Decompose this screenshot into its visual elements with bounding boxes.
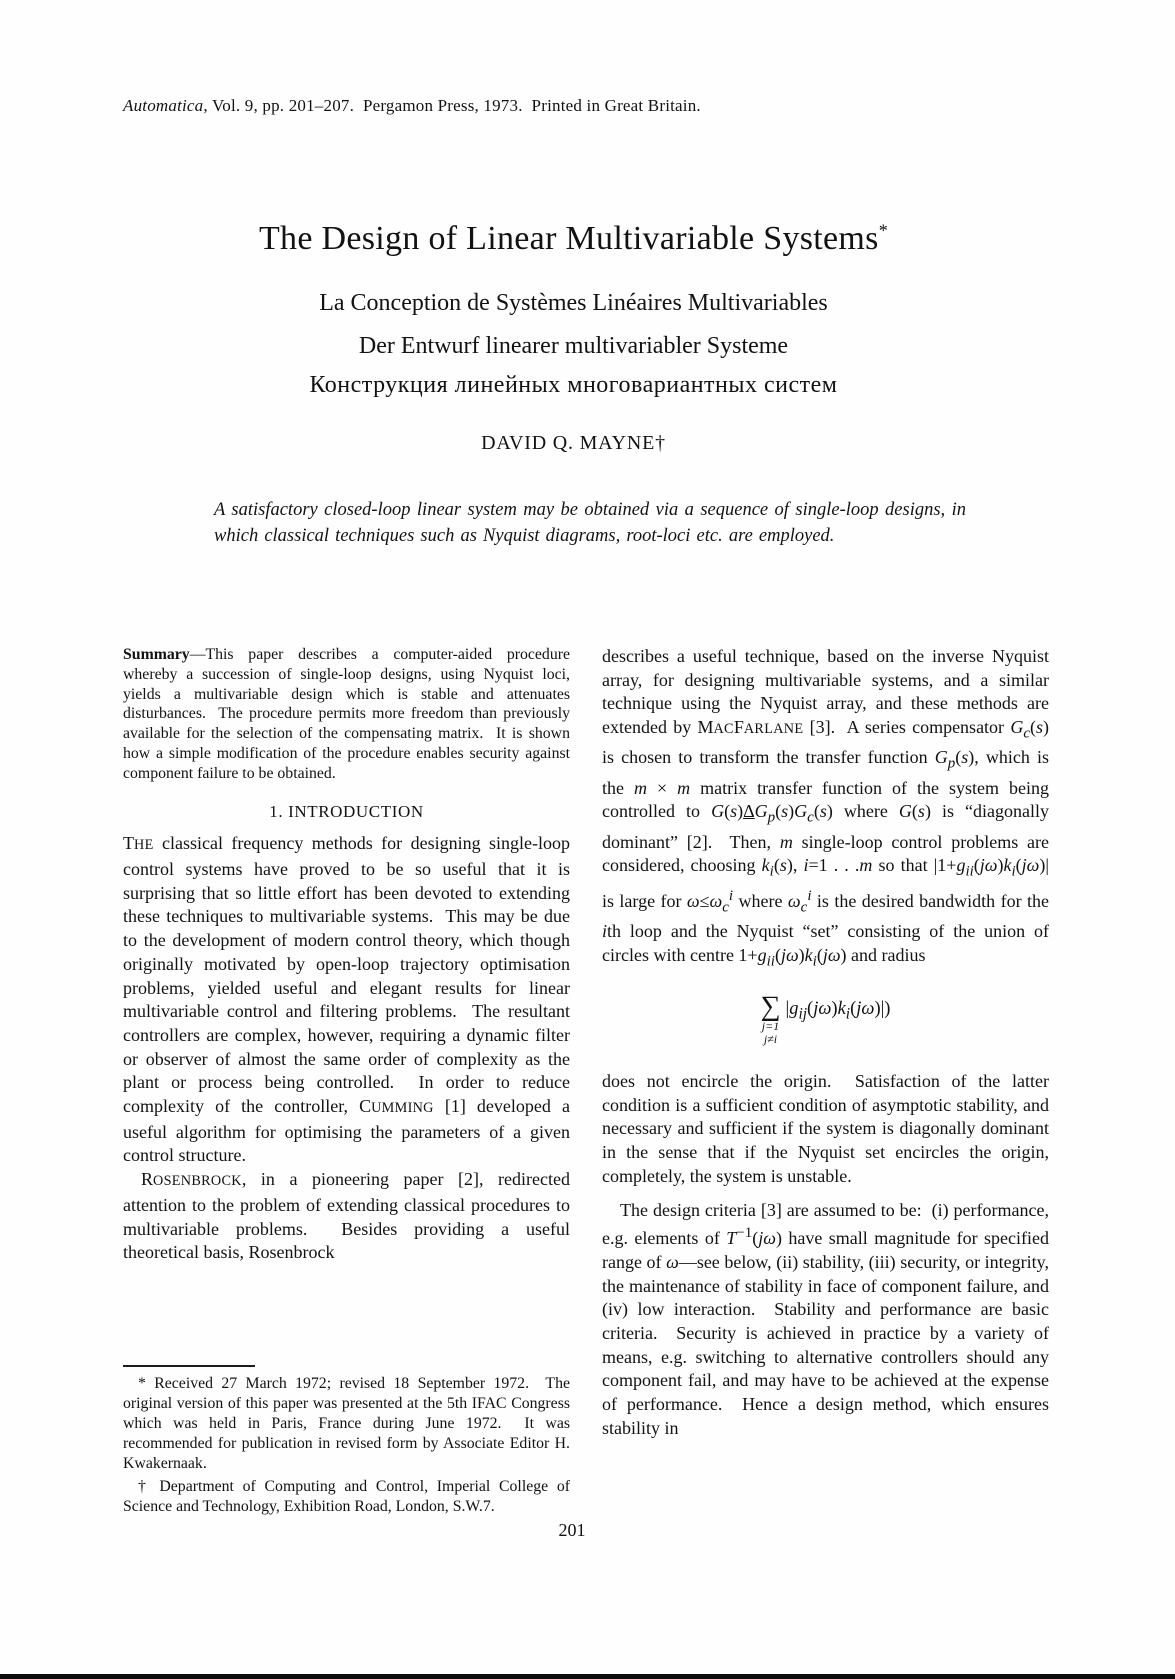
- abstract-text: A satisfactory closed-loop linear system may be obtained via a sequence of single-loop designs, in which classical techniques such as Nyquist diagrams, root-loci etc. are employed.: [214, 500, 966, 546]
- left-column: [123, 645, 570, 1523]
- subtitle-german: Der Entwurf linearer multivariabler Systeme: [358, 333, 789, 359]
- footnote-affiliation: † Department of Computing and Control, Imperial College of Science and Technology, Exhibition Road, London, S.W.7.: [123, 1478, 570, 1516]
- section-heading-introduction: 1. INTRODUCTION: [269, 801, 424, 821]
- subtitle-russian: Конструкция линейных многовариантных систем: [309, 372, 838, 398]
- footnote-block: [123, 1365, 570, 1521]
- scan-artifact-line: [0, 1674, 1175, 1679]
- footnote-divider: [123, 1365, 255, 1367]
- intro-paragraph-1: THE classical frequency methods for designing single-loop control systems have proved to be so useful that it is surprising that so little effort has been devoted to extending these techniques to multivariable systems. This may be due to the development of modern control theory, which though originally motivated by open-loop trajectory optimisation problems, yielded useful and elegant results for linear multivariable control and filtering problems. The resultant controllers are complex, however, requiring a dynamic filter or observer of almost the same order of complexity as the plant or process being controlled. In order to reduce complexity of the controller, CUMMING [1] developed a useful algorithm for optimising the parameters of a given control structure.: [123, 833, 570, 1166]
- body-paragraph-inverse-nyquist: describes a useful technique, based on the inverse Nyquist array, for designing multivariable systems, and a similar technique using the Nyquist array, and these methods are extended by MACFARLANE [3]. A series compensator $G_c(s)$ is chosen to transform the transfer function $G_p(s)$, which is the m × m matrix transfer function of the system being controlled to $G(s)\Delta G_p(s)G_c(s)$ where G(s) is “diagonally dominant” [2]. Then, m single-loop control problems are considered, choosing $k_i(s)$, i=1 . . .m so that $|1+g_{ii}(j\omega)k_i(j\omega)|$ is large for $\omega\le\omega_c^i$ where $\omega_c^i$ is the desired bandwidth for the ith loop and the Nyquist “set” consisting of the union of circles with centre $1+g_{ii}(j\omega)k_i(j\omega)$ and radius: [602, 646, 1049, 970]
- intro-paragraph-2: ROSENBROCK, in a pioneering paper [2], redirected attention to the problem of extending classical procedures to multivariable problems. Besides providing a useful theoretical basis, Rosenbrock: [123, 1169, 570, 1263]
- page-number: 201: [558, 1520, 586, 1540]
- body-paragraph-stability-condition: does not encircle the origin. Satisfaction of the latter condition is a sufficient condition of asymptotic stability, and necessary and sufficient if the system is diagonally dominant in the sense that if the Nyquist set encircles the origin, completely, the system is unstable.: [602, 1071, 1049, 1186]
- equation-nyquist-radius: ∑ j=1 j≠i $|g_{ij}(j\omega)k_i(j\omega)|$): [760, 991, 891, 1046]
- right-column: [602, 645, 1049, 1441]
- journal-header-line: Automatica, Vol. 9, pp. 201–207. Pergamon Press, 1973. Printed in Great Britain.: [123, 96, 701, 115]
- summary-paragraph: Summary—This paper describes a computer-aided procedure whereby a succession of single-loop designs, using Nyquist loci, yields a multivariable design which is stable and attenuates disturbances. The procedure permits more freedom than previously available for the selection of the compensating matrix. It is shown how a simple modification of the procedure enables security against component failure to be obtained.: [123, 646, 570, 782]
- footnote-received: * Received 27 March 1972; revised 18 September 1972. The original version of this paper was presented at the 5th IFAC Congress which was held in Paris, France during June 1972. It was recommended for publication in revised form by Associate Editor H. Kwakernaak.: [123, 1375, 570, 1472]
- body-paragraph-design-criteria: The design criteria [3] are assumed to be: (i) performance, e.g. elements of $T^{-1}(j\omega)$ have small magnitude for specified range of ω—see below, (ii) stability, (iii) security, or integrity, the maintenance of stability in face of component failure, and (iv) low interaction. Stability and performance are basic criteria. Security is achieved in practice by a variety of means, e.g. switching to alternative controllers should any component fail, and may have to be achieved at the expense of performance. Hence a design method, which ensures stability in: [602, 1199, 1049, 1438]
- subtitle-french: La Conception de Systèmes Linéaires Multivariables: [319, 290, 828, 316]
- author-name: DAVID Q. MAYNE†: [481, 432, 666, 454]
- paper-title: The Design of Linear Multivariable Systems*: [258, 220, 889, 257]
